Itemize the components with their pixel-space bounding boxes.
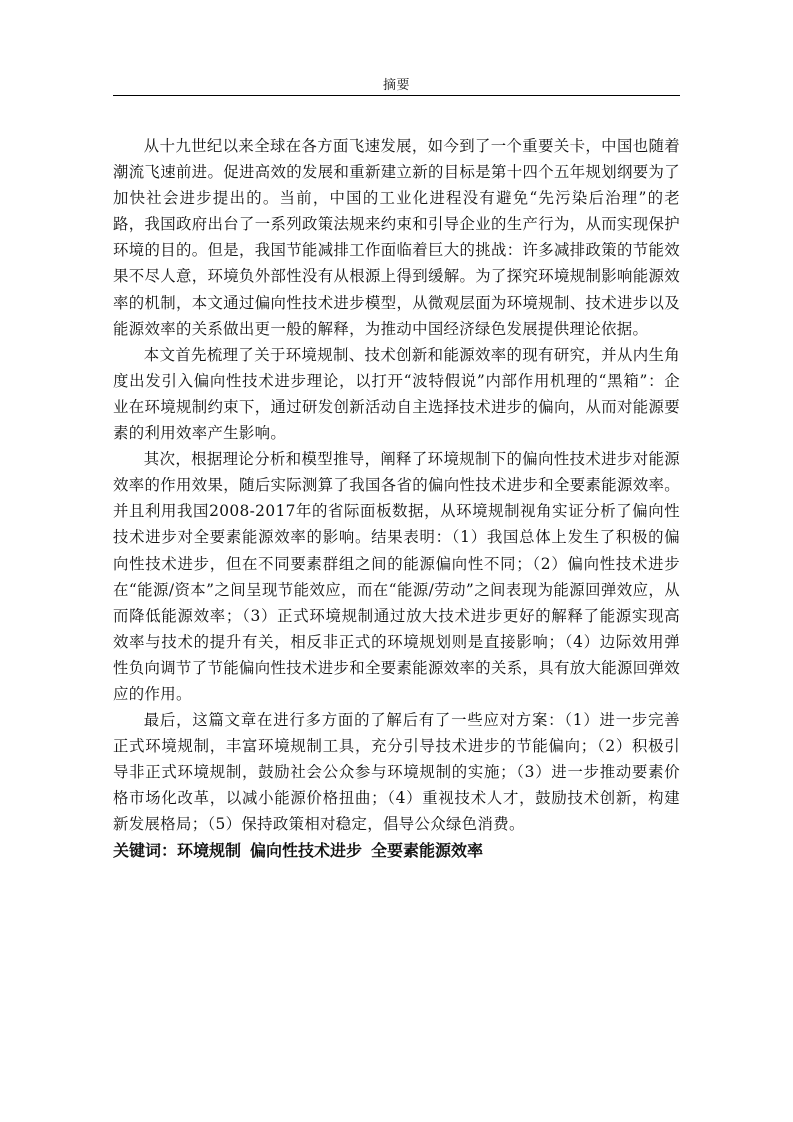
keywords-line bbox=[113, 839, 680, 863]
abstract-paragraph-2: 本文首先梳理了关于环境规制、技术创新和能源效率的现有研究，并从内生角度出发引入偏向性技术进步理论，以打开“波特假说”内部作用机理的“黑箱”：企业在环境规制约束下，通过研发创新活动自主选择技术进步的偏向，从而对能源要素的利用效率产生影响。 bbox=[113, 345, 680, 443]
keywords-label: 关键词： bbox=[113, 840, 178, 860]
abstract-paragraph-4: 最后，这篇文章在进行多方面的了解后有了一些应对方案：（1）进一步完善正式环境规制，丰富环境规制工具，充分引导技术进步的节能偏向；（2）积极引导非正式环境规制，鼓励社会公众参与环境规制的实施；（3）进一步推动要素价格市场化改革，以减小能源价格扭曲；（4）重视技术人才，鼓励技术创新，构建新发展格局；（5）保持政策相对稳定，倡导公众绿色消费。 bbox=[113, 711, 680, 834]
page-header bbox=[113, 76, 680, 96]
abstract-paragraph-1: 从十九世纪以来全球在各方面飞速发展，如今到了一个重要关卡，中国也随着潮流飞速前进。促进高效的发展和重新建立新的目标是第十四个五年规划纲要为了加快社会进步提出的。当前，中国的工业化进程没有避免“先污染后治理”的老路，我国政府出台了一系列政策法规来约束和引导企业的生产行为，从而实现保护环境的目的。但是，我国节能减排工作面临着巨大的挑战：许多减排政策的节能效果不尽人意，环境负外部性没有从根源上得到缓解。为了探究环境规制影响能源效率的机制，本文通过偏向性技术进步模型，从微观层面为环境规制、技术进步以及能源效率的关系做出更一般的解释，为推动中国经济绿色发展提供理论依据。 bbox=[113, 137, 680, 338]
abstract-paragraph-3: 其次，根据理论分析和模型推导，阐释了环境规制下的偏向性技术进步对能源效率的作用效果，随后实际测算了我国各省的偏向性技术进步和全要素能源效率。并且利用我国2008-2017年的省际面板数据，从环境规制视角实证分析了偏向性技术进步对全要素能源效率的影响。结果表明：（1）我国总体上发生了积极的偏向性技术进步，但在不同要素群组之间的能源偏向性不同；（2）偏向性技术进步在“能源/资本”之间呈现节能效应，而在“能源/劳动”之间表现为能源回弹效应，从而降低能源效率；（3）正式环境规制通过放大技术进步更好的解释了能源实现高效率与技术的提升有关，相反非正式的环境规划则是直接影响；（4）边际效用弹性负向调节了节能偏向性技术进步和全要素能源效率的关系，具有放大能源回弹效应的作用。 bbox=[113, 450, 680, 703]
keyword-item: 偏向性技术进步 bbox=[250, 840, 363, 860]
abstract-body bbox=[113, 133, 680, 863]
keyword-item: 全要素能源效率 bbox=[371, 840, 484, 860]
keyword-item: 环境规制 bbox=[177, 840, 242, 860]
page-header-title: 摘要 bbox=[382, 78, 410, 93]
